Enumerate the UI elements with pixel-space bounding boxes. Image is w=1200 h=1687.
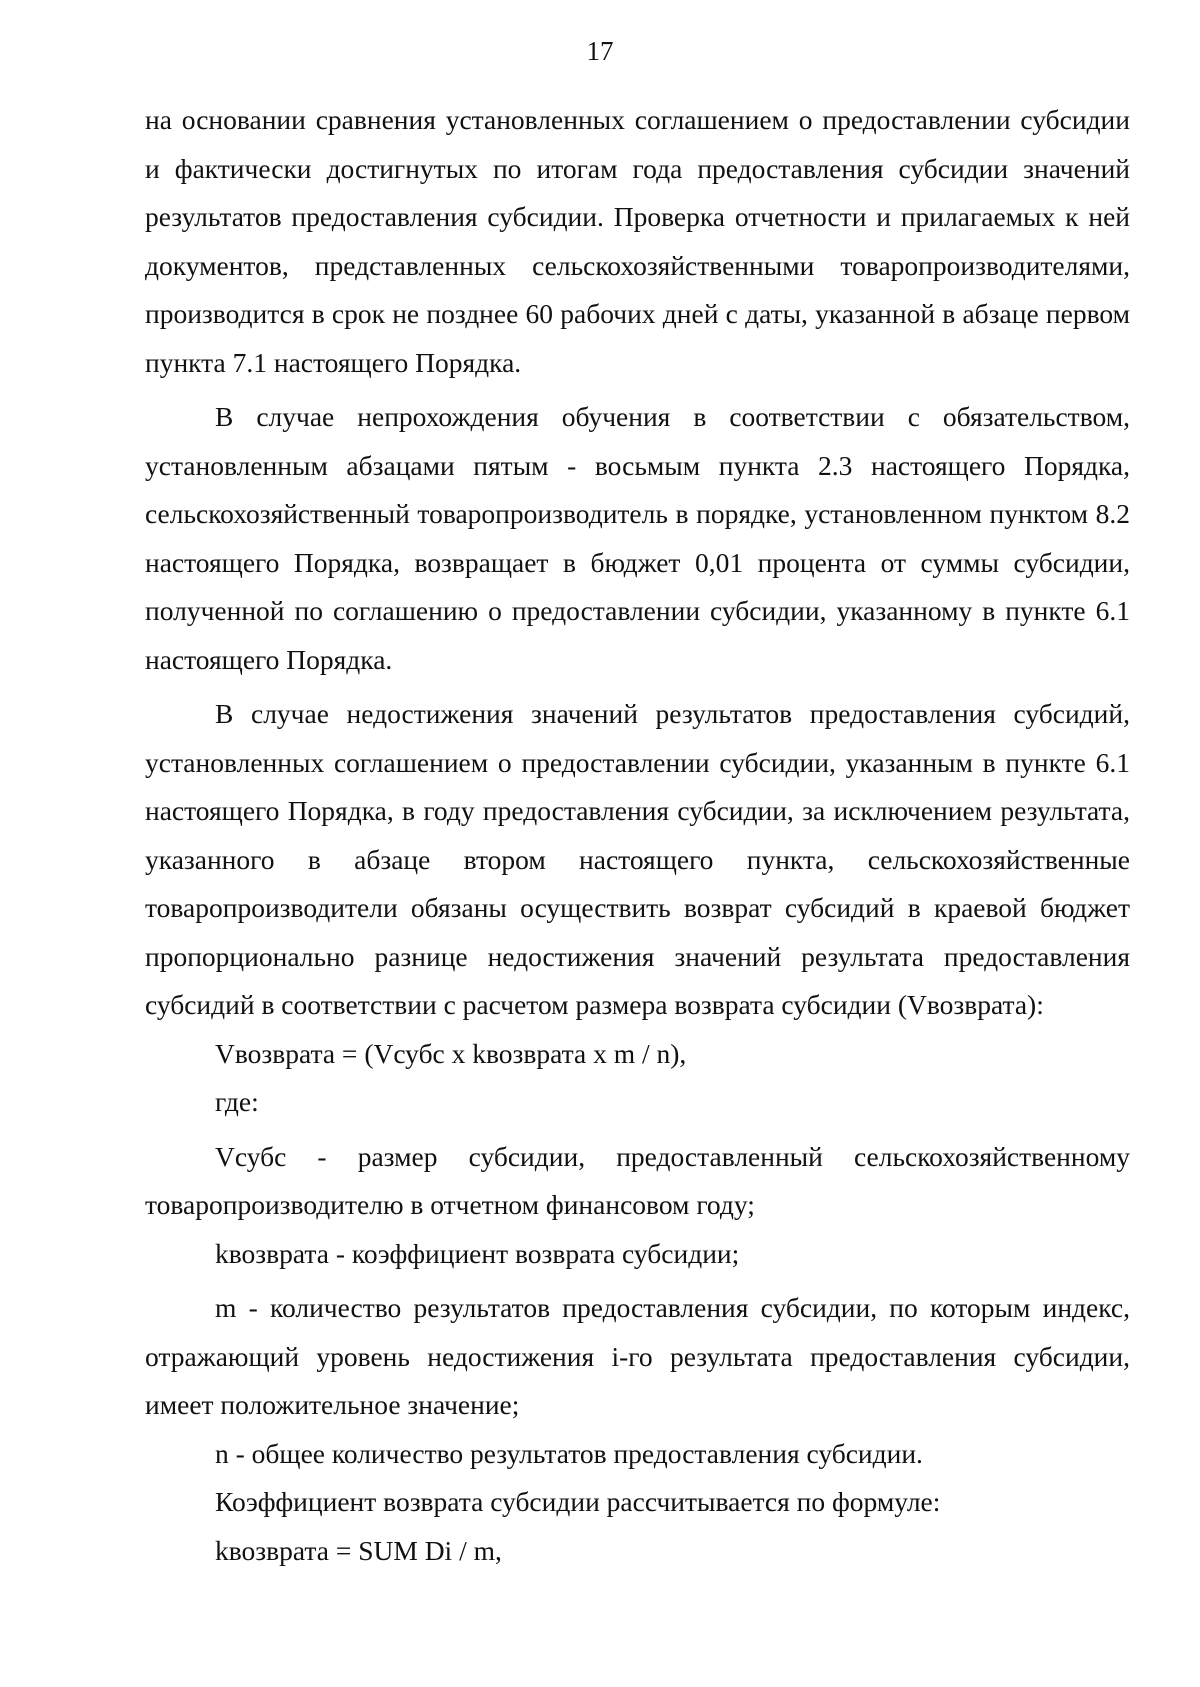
- paragraph-results-refund: В случае недостижения значений результатов предоставления субсидий, установленных соглашением о предоставлении субсидии, указанным в пункте 6.1 настоящего Порядка, в году предоставления субсидии, за исключением результата, указанного в абзаце втором настоящего пункта, сельскохозяйственные товаропроизводители обязаны осуществить возврат субсидий в краевой бюджет пропорционально разнице недостижения значений результата предоставления субсидий в соответствии с расчетом размера возврата субсидии (Vвозврата):: [145, 698, 1130, 1020]
- paragraph-verification-term: на основании сравнения установленных соглашением о предоставлении субсидии и фактически достигнутых по итогам года предоставления субсидии значений результатов предоставления субсидии. Проверка отчетности и прилагаемых к ней документов, представленных сельскохозяйственными товаропроизводителями, производится в срок не позднее 60 рабочих дней с даты, указанной в абзаце первом пункта 7.1 настоящего Порядка.: [145, 104, 1130, 378]
- definition-m: m - количество результатов предоставления субсидии, по которым индекс, отражающий уровень недостижения i-го результата предоставления субсидии, имеет положительное значение;: [145, 1292, 1130, 1420]
- page-number: 17: [586, 36, 614, 66]
- formula-refund-coefficient: kвозврата = SUM Di / m,: [215, 1534, 502, 1566]
- paragraph-training-refund: В случае непрохождения обучения в соответствии с обязательством, установленным абзацами пятым - восьмым пункта 2.3 настоящего Порядка, сельскохозяйственный товаропроизводитель в порядке, установленном пунктом 8.2 настоящего Порядка, возвращает в бюджет 0,01 процента от суммы субсидии, полученной по соглашению о предоставлении субсидии, указанному в пункте 6.1 настоящего Порядка.: [145, 401, 1130, 675]
- definition-n: n - общее количество результатов предоставления субсидии.: [215, 1437, 923, 1469]
- definition-kvozvrata: kвозврата - коэффициент возврата субсидии;: [215, 1237, 740, 1269]
- document-body: [145, 96, 1130, 1575]
- formula-refund-amount: Vвозврата = (Vсубс x kвозврата x m / n),: [215, 1037, 687, 1069]
- coefficient-intro: Коэффициент возврата субсидии рассчитывается по формуле:: [215, 1486, 941, 1517]
- definition-vsubs: Vсубс - размер субсидии, предоставленный сельскохозяйственному товаропроизводителю в отчетном финансовом году;: [145, 1140, 1130, 1220]
- where-label: где:: [215, 1086, 259, 1117]
